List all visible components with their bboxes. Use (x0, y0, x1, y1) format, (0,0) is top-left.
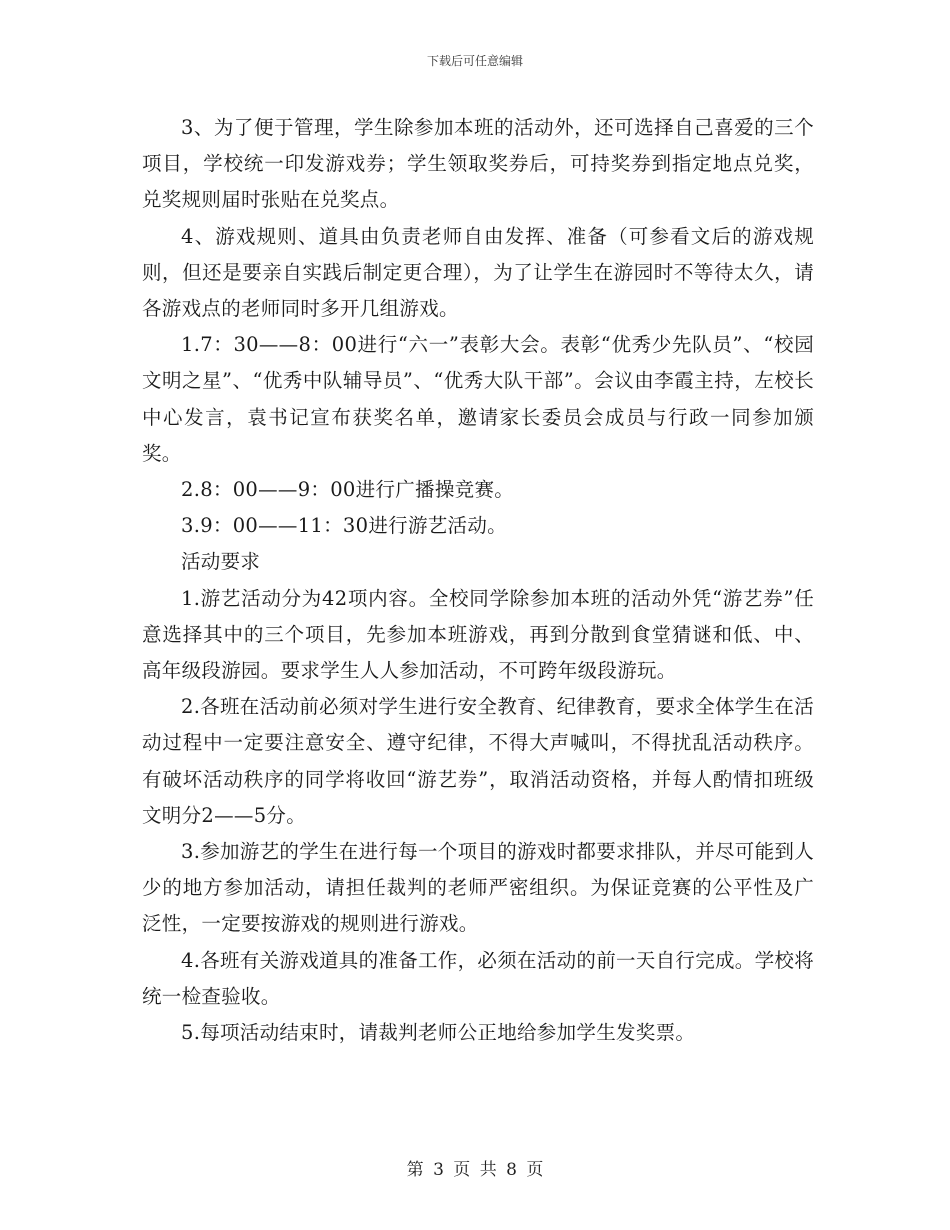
paragraph-award-ceremony: 1.7：30——8：00进行“六一”表彰大会。表彰“优秀少先队员”、“校园文明之星”、“优秀中队辅导员”、“优秀大队干部”。会议由李霞主持，左校长中心发言，袁书记宣布获奖名单，邀请家长委员会成员与行政一同参加颁奖。 (142, 333, 814, 465)
paragraph-requirement-1: 1.游艺活动分为42项内容。全校同学除参加本班的活动外凭“游艺券”任意选择其中的三个项目，先参加本班游戏，再到分散到食堂猜谜和低、中、高年级段游园。要求学生人人参加活动，不可跨年级段游玩。 (142, 586, 814, 683)
section-heading-requirements: 活动要求 (181, 550, 261, 574)
paragraph-broadcast-exercise: 2.8：00——9：00进行广播操竞赛。 (181, 478, 515, 502)
page-header: 下载后可任意编辑 (426, 54, 523, 68)
paragraph-requirement-4: 4.各班有关游戏道具的准备工作，必须在活动的前一天自行完成。学校将统一检查验收。 (142, 948, 815, 1008)
paragraph-prize-rules: 3、为了便于管理，学生除参加本班的活动外，还可选择自己喜爱的三个项目，学校统一印发游戏券；学生领取奖券后，可持奖券到指定地点兑奖，兑奖规则届时张贴在兑奖点。 (142, 116, 814, 212)
paragraph-requirement-2: 2.各班在活动前必须对学生进行安全教育、纪律教育，要求全体学生在活动过程中一定要注意安全、遵守纪律，不得大声喊叫，不得扰乱活动秩序。有破坏活动秩序的同学将收回“游艺券”，取消活动资格，并每人酌情扣班级文明分2——5分。 (142, 695, 815, 827)
document-body (142, 110, 814, 1051)
paragraph-games-activity: 3.9：00——11：30进行游艺活动。 (181, 514, 507, 538)
page-number-footer: 第 3 页 共 8 页 (406, 1160, 544, 1180)
paragraph-requirement-3: 3.参加游艺的学生在进行每一个项目的游戏时都要求排队，并尽可能到人少的地方参加活动，请担任裁判的老师严密组织。为保证竞赛的公平性及广泛性，一定要按游戏的规则进行游戏。 (142, 840, 815, 936)
paragraph-game-rules: 4、游戏规则、道具由负责老师自由发挥、准备（可参看文后的游戏规则，但还是要亲自实践后制定更合理），为了让学生在游园时不等待太久，请各游戏点的老师同时多开几组游戏。 (142, 224, 814, 321)
paragraph-requirement-5: 5.每项活动结束时，请裁判老师公正地给参加学生发奖票。 (181, 1021, 696, 1045)
